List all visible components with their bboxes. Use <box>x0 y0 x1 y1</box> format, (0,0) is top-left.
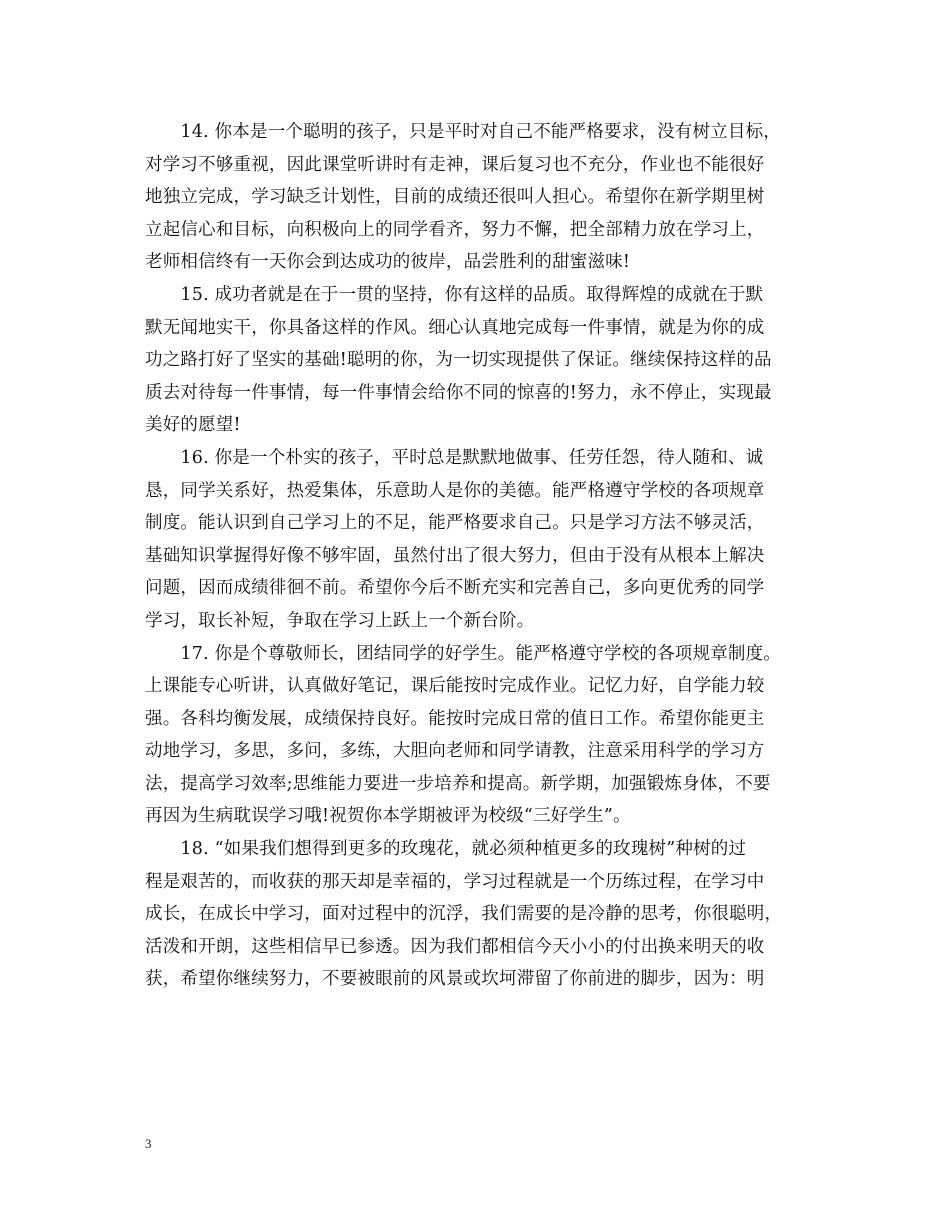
text-line: 老师相信终有一天你会到达成功的彼岸，品尝胜利的甜蜜滋味! <box>145 252 631 273</box>
paragraph-18 <box>145 833 825 996</box>
text-line: 18. “如果我们想得到更多的玫瑰花，就必须种植更多的玫瑰树”种树的过 <box>145 839 747 860</box>
text-line: 基础知识掌握得好像不够牢固，虽然付出了很大努力，但由于没有从根本上解决 <box>145 545 765 566</box>
paragraph-16 <box>145 442 825 638</box>
paragraph-14 <box>145 116 825 279</box>
text-line: 上课能专心听讲，认真做好笔记，课后能按时完成作业。记忆力好，自学能力较 <box>145 676 765 697</box>
text-line: 17. 你是个尊敬师长，团结同学的好学生。能严格遵守学校的各项规章制度。 <box>145 643 781 664</box>
text-line: 获，希望你继续努力，不要被眼前的风景或坎坷滞留了你前进的脚步，因为：明 <box>145 969 765 990</box>
text-line: 16. 你是一个朴实的孩子，平时总是默默地做事、任劳任怨，待人随和、诚 <box>145 447 764 468</box>
text-line: 活泼和开朗，这些相信早已参透。因为我们都相信今天小小的付出换来明天的收 <box>145 936 765 957</box>
text-line: 对学习不够重视，因此课堂听讲时有走神，课后复习也不充分，作业也不能很好 <box>145 154 765 175</box>
text-line: 制度。能认识到自己学习上的不足，能严格要求自己。只是学习方法不够灵活， <box>145 513 765 534</box>
text-line: 14. 你本是一个聪明的孩子，只是平时对自己不能严格要求，没有树立目标， <box>145 122 781 142</box>
text-line: 地独立完成，学习缺乏计划性，目前的成绩还很叫人担心。希望你在新学期里树 <box>145 187 765 208</box>
paragraph-15 <box>145 279 825 442</box>
text-line: 程是艰苦的，而收获的那天却是幸福的，学习过程就是一个历练过程，在学习中 <box>145 871 765 892</box>
text-line: 立起信心和目标，向积极向上的同学看齐，努力不懈，把全部精力放在学习上， <box>145 219 765 240</box>
text-line: 动地学习，多思，多问，多练，大胆向老师和同学请教，注意采用科学的学习方 <box>145 741 765 762</box>
text-line: 学习，取长补短，争取在学习上跃上一个新台阶。 <box>145 610 535 631</box>
text-line: 成长，在成长中学习，面对过程中的沉浮，我们需要的是冷静的思考，你很聪明， <box>145 904 783 925</box>
text-line: 再因为生病耽误学习哦!祝贺你本学期被评为校级“三好学生”。 <box>145 806 631 827</box>
text-line: 15. 成功者就是在于一贯的坚持，你有这样的品质。取得辉煌的成就在于默 <box>145 284 764 305</box>
text-line: 强。各科均衡发展，成绩保持良好。能按时完成日常的值日工作。希望你能更主 <box>145 708 765 729</box>
page-number: 3 <box>145 1136 152 1151</box>
paragraph-17 <box>145 638 825 834</box>
document-body <box>145 116 825 996</box>
text-line: 默无闻地实干，你具备这样的作风。细心认真地完成每一件事情，就是为你的成 <box>145 317 765 338</box>
text-line: 美好的愿望! <box>145 415 241 436</box>
text-line: 法，提高学习效率;思维能力要进一步培养和提高。新学期，加强锻炼身体，不要 <box>145 773 771 794</box>
text-line: 功之路打好了坚实的基础!聪明的你，为一切实现提供了保证。继续保持这样的品 <box>145 350 772 371</box>
text-line: 质去对待每一件事情，每一件事情会给你不同的惊喜的!努力，永不停止，实现最 <box>145 382 772 403</box>
text-line: 问题，因而成绩徘徊不前。希望你今后不断充实和完善自己，多向更优秀的同学 <box>145 578 765 599</box>
text-line: 恳，同学关系好，热爱集体，乐意助人是你的美德。能严格遵守学校的各项规章 <box>145 480 765 501</box>
